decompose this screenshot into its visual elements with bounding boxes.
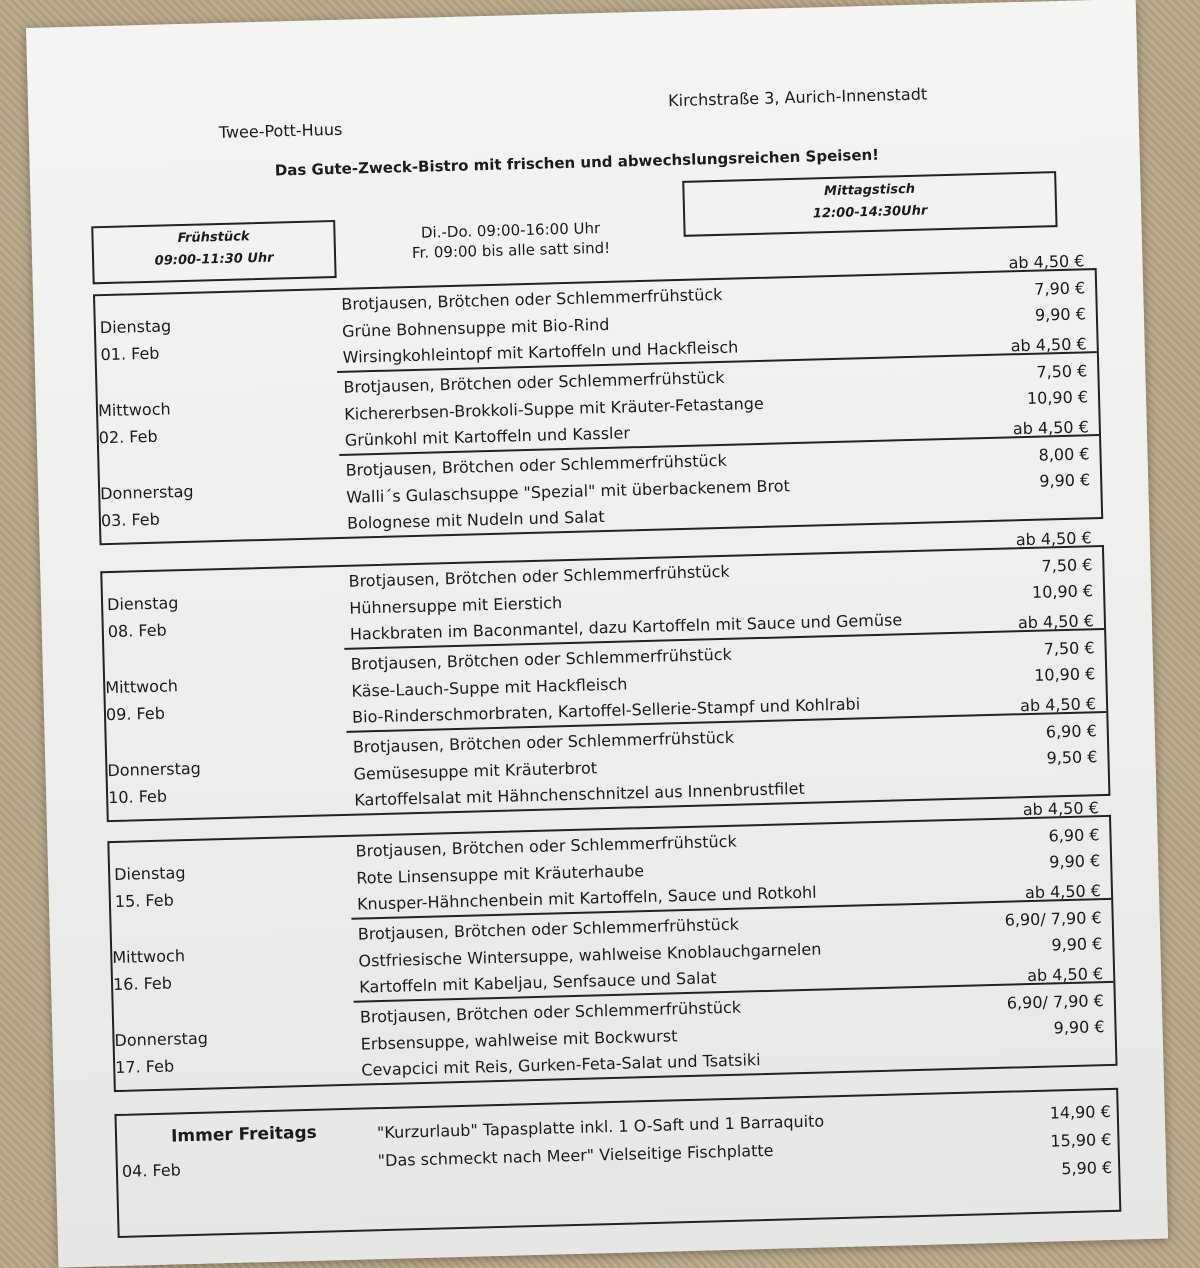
price: 10,90 € [1031,581,1094,602]
friday-dish: "Kurzurlaub" Tapasplatte inkl. 1 O-Saft und 1 Barraquito [376,1111,825,1143]
weekday: Donnerstag [114,1028,209,1051]
day-label [107,589,180,645]
dish: Brotjausen, Brötchen oder Schlemmerfrühstück [355,831,737,861]
price: ab 4,50 € [1026,964,1104,986]
price: 7,50 € [1043,637,1095,659]
price: 9,90 € [1051,934,1103,955]
price-list [1023,795,1101,876]
price: 9,90 € [1053,1017,1105,1038]
weekday: Dienstag [113,863,186,884]
dish: Brotjausen, Brötchen oder Schlemmerfrühstück [345,450,727,480]
venue-address: Kirchstraße 3, Aurich-Innenstadt [667,84,928,111]
dish: Kichererbsen-Brokkoli-Suppe mit Kräuter-Fetastange [343,393,764,424]
price: 6,90/ 7,90 € [1004,907,1102,930]
dish: Grünkohl mit Kartoffeln und Kassler [344,423,631,450]
price: ab 4,50 € [1017,611,1095,633]
day-date: 17. Feb [114,1056,175,1078]
opening-hours [411,218,610,263]
dish: Brotjausen, Brötchen oder Schlemmerfrühstück [341,284,723,314]
dish: Brotjausen, Brötchen oder Schlemmerfrühstück [357,914,740,944]
day-label [100,312,173,368]
price: ab 4,50 € [1015,528,1092,550]
price-list [1020,691,1098,772]
dish-list [360,994,761,1084]
fruehstueck-time: 09:00-11:30 Uhr [154,250,274,269]
tagline: Das Gute-Zweck-Bistro mit frischen und abwechslungsreichen Speisen! [274,145,880,180]
friday-price: 14,90 € [1049,1101,1111,1123]
mittagstisch-title: Mittagstisch [823,181,916,200]
friday-box [114,1088,1121,1238]
price: 7,50 € [1036,360,1088,382]
dish-list [343,364,765,454]
mittagstisch-box [682,171,1057,237]
week-box [107,798,1117,1092]
price: 6,90 € [1048,824,1100,846]
fruehstueck-title: Frühstück [177,229,250,247]
dish: Cevapcici mit Reis, Gurken-Feta-Salat und Tsatsiki [361,1050,761,1080]
dish-list [348,554,902,648]
dish: Brotjausen, Brötchen oder Schlemmerfrühstück [350,644,733,674]
dish-list [355,827,817,919]
weekday: Dienstag [106,593,179,615]
dish: Hackbraten im Baconmantel, dazu Kartoffeln mit Sauce und Gemüse [349,610,903,644]
dish-list [345,446,790,537]
price-list [1008,248,1086,329]
friday-label: Immer Freitags [170,1122,318,1147]
mittagstisch-time: 12:00-14:30Uhr [812,203,928,222]
day-date: 08. Feb [107,620,167,642]
price-list [1015,525,1093,606]
price: ab 4,50 € [1024,881,1102,903]
day-date: 02. Feb [98,426,158,448]
day-label [98,395,172,451]
venue-name: Twee-Pott-Huus [218,119,343,142]
day-label [112,942,186,998]
price-list [1006,961,1105,1043]
dish: Brotjausen, Brötchen oder Schlemmerfrühstück [343,367,725,397]
friday-prices [1049,1098,1112,1184]
day-label [114,1025,209,1081]
dish: Kartoffelsalat mit Hähnchenschnitzel aus Innenbrustfilet [354,778,805,810]
week-box [100,528,1110,822]
weekday: Mittwoch [105,676,179,698]
price: 9,90 € [1049,851,1101,872]
dish: Brotjausen, Brötchen oder Schlemmerfrühstück [352,727,735,757]
price: 6,90/ 7,90 € [1006,990,1105,1013]
dish: Bolognese mit Nudeln und Salat [346,507,605,533]
dish-list [358,910,823,1002]
dish: Erbsensuppe, wahlweise mit Bockwurst [360,1025,678,1054]
price: 9,90 € [1039,470,1091,491]
friday-date: 04. Feb [121,1160,182,1181]
dish: Ostfriesische Wintersuppe, wahlweise Knoblauchgarnelen [358,939,822,971]
weekday: Mittwoch [97,399,171,421]
price: ab 4,50 € [1019,694,1097,716]
dish: Walli´s Gulaschsuppe "Spezial" mit überbackenem Brot [346,475,791,507]
friday-price: 5,90 € [1061,1157,1113,1179]
opening-hours-friday: Fr. 09:00 bis alle satt sind! [411,238,611,262]
price: ab 4,50 € [1008,251,1085,273]
day-date: 09. Feb [105,703,166,725]
weekday: Dienstag [99,316,172,338]
price-list [1004,878,1103,960]
day-date: 10. Feb [107,786,168,808]
price-list [1018,608,1096,689]
dish: Bio-Rinderschmorbraten, Kartoffel-Sellerie-Stampf und Kohlrabi [351,694,861,727]
price: 6,90 € [1045,720,1097,742]
dish: Gemüsesuppe mit Kräuterbrot [353,757,598,784]
day-date: 15. Feb [114,890,174,911]
opening-hours-weekdays: Di.-Do. 09:00-16:00 Uhr [420,219,601,242]
price: 8,00 € [1038,443,1090,465]
fruehstueck-box [91,220,336,284]
day-label [107,755,202,811]
day-label [114,859,187,915]
price-list [1013,414,1091,495]
dish: Brotjausen, Brötchen oder Schlemmerfrühstück [348,561,730,591]
dish: Grüne Bohnensuppe mit Bio-Rind [341,314,610,341]
weekday: Donnerstag [99,481,194,504]
dish-list [350,638,860,731]
day-date: 03. Feb [100,509,161,531]
dish: Rote Linsensuppe mit Kräuterhaube [356,860,645,888]
dish: Käse-Lauch-Suppe mit Hackfleisch [351,673,628,701]
day-date: 16. Feb [112,973,173,995]
dish-list [341,281,739,371]
day-date: 01. Feb [100,343,160,365]
price-list [1010,331,1088,412]
friday-dishes [377,1107,826,1175]
price: 10,90 € [1033,664,1096,685]
day-label [100,478,195,534]
menu-paper [26,0,1168,1268]
price: 7,50 € [1041,554,1093,576]
price: 7,90 € [1034,277,1086,299]
weekday: Mittwoch [112,946,186,968]
dish-list [353,723,805,814]
weekday: Donnerstag [107,758,202,781]
price: ab 4,50 € [1022,798,1100,820]
dish: Wirsingkohleintopf mit Kartoffeln und Hackfleisch [342,337,739,367]
day-label [105,672,179,728]
friday-dish: "Das schmeckt nach Meer" Vielseitige Fischplatte [377,1140,774,1171]
dish: Knusper-Hähnchenbein mit Kartoffeln, Sauce und Rotkohl [356,882,817,914]
friday-price: 15,90 € [1050,1129,1112,1151]
price: 9,90 € [1034,304,1087,325]
dish: Brotjausen, Brötchen oder Schlemmerfrühstück [359,997,742,1027]
price: ab 4,50 € [1010,334,1087,356]
price: 9,50 € [1046,747,1098,768]
price: ab 4,50 € [1012,417,1090,439]
dish: Kartoffeln mit Kabeljau, Senfsauce und Salat [358,968,717,997]
price: 10,90 € [1026,387,1089,408]
dish: Hühnersuppe mit Eierstich [349,592,563,618]
